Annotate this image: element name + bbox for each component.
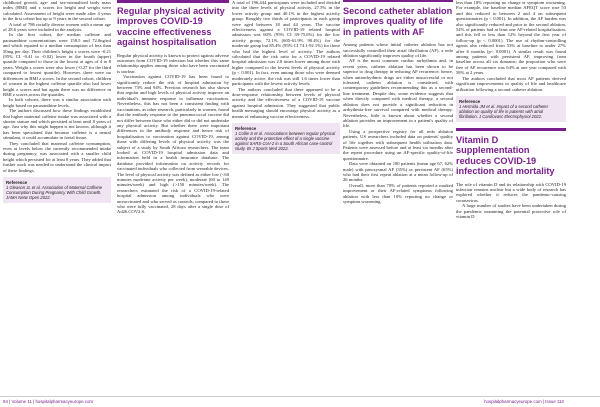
paragraph: They concluded that maternal caffeine consumption, even at levels below the currently recommended intake during pregnancy, was associated with a smaller child height which persisted for at least 8 years. They added that further work was needed to understand the clinical impact of these findings. <box>3 140 111 173</box>
section-accent-bar <box>456 128 566 131</box>
paragraph: Overall, more than 70% of patients reported a marked improvement or their AF-related symptoms following ablation with less than 10% reporting no change or symptom worsening. <box>343 182 453 204</box>
column-1 <box>3 0 111 203</box>
paragraph: AF is the most common cardiac arrhythmia and, in recent years, catheter ablation has been shown to be superior to drug therapy in reducing AF recurrence, hence, when antiarrhythmic drugs are either unsuccessful or not tolerated, catheter ablation is considered, with contemporary guidelines recommending this as a second-line treatment. Despite this, some evidence suggests that when directly compared with medical therapy, a second ablation does not provide a significant reduction in arrhythmia-free survival compared with medical therapy. Nevertheless, little is known about whether a second ablation provides an improvement in a patient's quality of life. <box>343 58 453 129</box>
paragraph: The authors concluded that most AF patients derived significant improvements in quality of life and healthcare utilisation following a second catheter ablation. <box>456 75 566 92</box>
section-accent-bar <box>343 0 453 2</box>
reference-box <box>232 123 340 154</box>
paragraph: Using a prospective registry for all redo ablation patients, US researchers included data on patients' quality of life together with subsequent health utilisation data. Patients were assessed before and at least six months after the repeat procedure using an AF-specific quality-of-life questionnaire. <box>343 128 453 161</box>
paragraph: In the first cohort, the median caffeine and paraxanthine concentrations were 158.5 and 72.8ng/ml and which equated to a median consumption of less than 50mg per day. Their children's height z scores were -0.21 (95% CI -0.41 to -0.02) lower in the fourth (upper) quartile compared to those in the lowest at ages of 4 to 8 years. Weight z scores were also lower (-0.27 for the third compared to lowest quartile). However, there were no differences in BMI z scores. In the second cohort, children of women in the highest caffeine quartile also had lower height z scores and but again there was no difference in BMI z scores across the quartiles. <box>3 32 111 97</box>
paragraph: A total of 196,444 participants were included and divided into the three levels of physical activity, 27.5% in the lower activity group and 40.1% in the highest activity group. Roughly two thirds of participants in each group were aged between 18 and 44 years. The vaccine effectiveness against a COVID-19 related hospital admission was 60% (95% CI 39-75.6%) for the low activity group, 72.1% (605-61.9% 90.4%) for the moderate group but 85.4% (95% CI 74.1-92.1%) for those who had the highest level of activity. The authors calculated that the risk ratio for a COVID-19 related hospital admission was 2.8 times lower among those with higher compared to the lowest levels of physical activity (p < 0.001). In fact, even among those who were deemed moderately active, the risk was still 1.6 times lower than participants with the lowest activity levels. <box>232 0 340 87</box>
reference-label: Reference <box>235 125 257 131</box>
column-3 <box>232 0 340 154</box>
paragraph: The authors discussed how these findings established that higher maternal caffeine intake was associated with a shorter stature and which persisted at least until 8 years of age. Just why this might happen is not known, although it has been speculated that because caffeine is a neural stimulant, it could accumulate in foetal tissue. <box>3 108 111 141</box>
paragraph: Regular physical activity is known to protect against adverse outcomes from COVID-19 infection but whether this same relationship applies among those who have been vaccinated is unclear. <box>117 52 229 74</box>
reference-box <box>3 177 111 203</box>
paragraph: A total of 786 racially diverse women with a mean age of 28.6 years were included in the analysis. <box>3 21 111 33</box>
paragraph: The authors concluded that there appeared to be a dose-response relationship between levels of physical activity and the effectiveness of a COVID-19 vaccine against hospital admission. They suggested that public health messaging should encourage physical activity as a means of enhancing vaccine effectiveness. <box>232 86 340 119</box>
footer-right: hospitalpharmacyeurope.com | Issue 110 <box>484 399 564 404</box>
article-headline: Regular physical activity improves COVID-19 vaccine effectiveness against hospitalisation <box>117 6 225 48</box>
footer-left: 94 | Volume 11 | hospitalpharmacyeurope.com <box>3 399 94 404</box>
column-5 <box>456 0 566 219</box>
paragraph: Vaccination against COVID-19 has been found to significantly reduce the risk of hospital admission by between 73% and 94%. Previous research has also shown that regular and high levels of physical activity improve an individual's immune response to influenza vaccination. Nevertheless, this has not been a consistent finding with vaccinations, as other research, particularly in women, found that the antibody response to the pneumococcal vaccine did not differ between those who either did or did not undertake any physical activity. But whether there were important differences in the antibody response and hence risk of hospitalisation to vaccination against COVID-19, among those with differing levels of physical activity was the subject of a study by South African researchers. The team looked at COVID-19 hospital admission data and information held in a health insurance database. The database provided information on activity records for vaccinated individuals who collected from wearable devices. The level of physical activity was defined as either low (<60 minutes moderate activity per week), moderate (60 to 149 minutes/week) and high (>150 minutes/week). The researchers estimated the risk of a COVID-19-related hospital admission among individuals who were unvaccinated and who served as controls, compared to those who were fully vaccinated, 28 days after a single dose of Ad26.COV2.S. <box>117 74 229 215</box>
reference-text: 1 Collie S et al. Associations between regular physical activity and the protective effect of a single vaccine against SARS-CoV-2 in a South African case-control study. Br J Sports Med 2022. <box>235 130 336 151</box>
column-4 <box>343 6 453 204</box>
article-headline: Vitamin D supplementation reduces COVID-19 infection and mortality <box>456 134 555 177</box>
column-2 <box>117 6 229 215</box>
paragraph: Among patients whose initial catheter ablation has not successfully controlled their atrial fibrillation (AF), a redo ablation significantly improves quality of life. <box>343 42 453 59</box>
section-accent-bar <box>117 0 229 3</box>
paragraph: childhood growth, age- and sex-normalised body mass index (BMI) and z scores for height and weight were calculated. Assessment of height were made after 4 years in the first cohort but up to 9 years in the second cohort. <box>3 0 111 22</box>
paragraph: In both cohorts, there was a similar association with height based on paraxanthine levels. <box>3 97 111 108</box>
reference-text: 1 Hermida JM et al. Impact of a second catheter ablation on quality of life in patients with atrial fibrillation. J Cardiovasc Electrophysiol 2022. <box>459 103 549 119</box>
paragraph: The role of vitamin D and its relationship with COVID-19 infection remains unclear but a wide body of research has explored whether it reduces the pandemic-causing coronavirus. <box>456 181 566 203</box>
article-headline: Second catheter ablation improves quality of life in patients with AF <box>343 6 453 37</box>
paragraph: Data were obtained on 180 patients (mean age 67, 62% male) with paroxysmal AF (35%) or persistent AF (65%) who had their first repeat ablation at a mean follow-up of 26 months. <box>343 161 453 183</box>
reference-box <box>456 96 566 122</box>
paragraph: A large number of studies have been undertaken during the pandemic examining the potential protective role of vitamin D <box>456 203 566 219</box>
reference-text: 1 Gleason JL et al. Association of Maternal Caffeine Consumption During Pregnancy With Child Growth. JAMA Netw Open 2022. <box>6 185 103 200</box>
reference-label: Reference <box>459 98 481 104</box>
paragraph: less than 10% reporting no change or symptom worsening. For example, the baseline median AFEQT score rose 53 and this reduced to between 2 and 4 on subsequent questionnaires (p < 0.001). In addition, the AF burden was also significantly reduced and prior to the second ablation, 54% of patients had at least one AF-related hospitalisation, and this fell to less than 12% beyond the first year of follow-up (p < 0.0001). The use of rhythm-controlling agents also reduced from 53% at baseline to under 27% after 6 months (p< 0.0001). A similar result was found among patients with persistent AF, improving from baseline across all six domains; the proportion who were free of AF recurrence was 64% at one year compared with 58% at 2 years. <box>456 0 566 76</box>
page-footer <box>0 396 600 407</box>
reference-label: Reference <box>6 180 28 185</box>
